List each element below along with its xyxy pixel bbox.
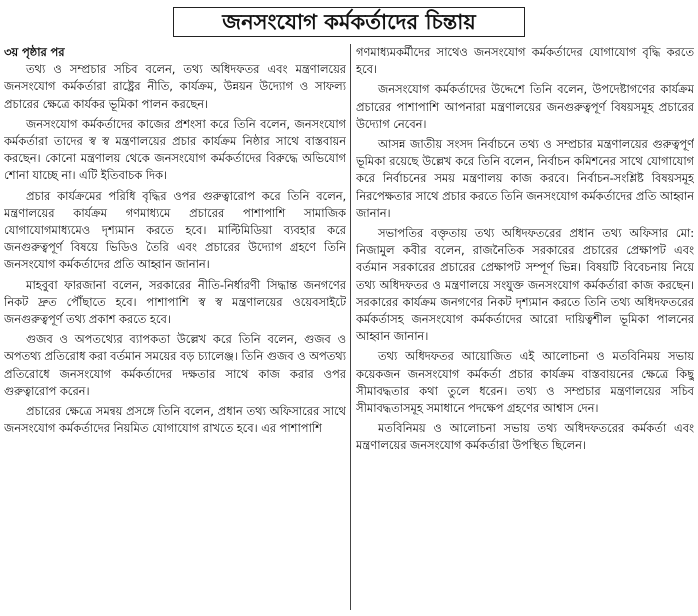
right-column: [356, 44, 694, 610]
article-paragraph: তথ্য ও সম্প্রচার সচিব বলেন, তথ্য অধিদফতর এবং মন্ত্রণালয়ের জনসংযোগ কর্মকর্তারা রাষ্ট্রের নীতি, কার্যক্রম, উন্নয়ন উদ্যোগ ও সাফল্য প্রচারের ক্ষেত্রে কার্যকর ভূমিকা পালন করছেন।: [4, 62, 346, 111]
article-paragraph: প্রচারের ক্ষেত্রে সমন্বয় প্রসঙ্গে তিনি বলেন, প্রধান তথ্য অফিসারের সাথে জনসংযোগ কর্মকর্তাদের নিয়মিত যোগাযোগ রাখতে হবে। এর পাশাপাশি: [4, 404, 346, 436]
column-divider: [350, 44, 351, 610]
article-paragraph: জনসংযোগ কর্মকর্তাদের কাজের প্রশংসা করে তিনি বলেন, জনসংযোগ কর্মকর্তারা তাদের স্ব স্ব মন্ত্রণালয়ের প্রচার কার্যক্রম নিষ্ঠার সাথে বাস্তবায়ন করছেন। কোনো মন্ত্রণালয় থেকে জনসংযোগ কর্মকর্তাদের বিরুদ্ধে অভিযোগ শোনা যাচ্ছে না। এটি ইতিবাচক দিক।: [4, 116, 346, 183]
article-paragraph: প্রচার কার্যক্রমের পরিধি বৃদ্ধির ওপর গুরুত্বারোপ করে তিনি বলেন, মন্ত্রণালয়ের কার্যক্রম গণমাধ্যমে প্রচারের পাশাপাশি সামাজিক যোগাযোগমাধ্যমেও দৃশ্যমান করতে হবে। মাল্টিমিডিয়া ব্যবহার করে জনগুরুত্বপূর্ণ বিষয়ে ভিডিও তৈরি এবং প্রচারের উদ্যোগ গ্রহণে তিনি জনসংযোগ কর্মকর্তাদের প্রতি আহ্বান জানান।: [4, 188, 346, 272]
article-paragraph: সভাপতির বক্তৃতায় তথ্য অধিদফতরের প্রধান তথ্য অফিসার মো: নিজামুল কবীর বলেন, রাজনৈতিক সরকারের প্রচারের প্রেক্ষাপট এবং বর্তমান সরকারের প্রচারের প্রেক্ষাপট সম্পূর্ণ ভিন্ন। বিষয়টি বিবেচনায় নিয়ে তথ্য অধিদফতর ও মন্ত্রণালয়ে সংযুক্ত জনসংযোগ কর্মকর্তারা কাজ করছেন। সরকারের কার্যক্রম জনগণের নিকট দৃশ্যমান করতে তিনি তথ্য অধিদফতরের কর্মকর্তাসহ জনসংযোগ কর্মকর্তাদের আরো দায়িত্বশীল ভূমিকা পালনের আহ্বান জানান।: [356, 226, 694, 344]
article-paragraph: গুজব ও অপতথ্যের ব্যাপকতা উল্লেখ করে তিনি বলেন, গুজব ও অপতথ্য প্রতিরোধ করা বর্তমান সময়ের বড় চ্যালেঞ্জ। তিনি গুজব ও অপতথ্য প্রতিরোধে জনসংযোগ কর্মকর্তাদের দক্ষতার সাথে কাজ করার ওপর গুরুত্বারোপ করেন।: [4, 332, 346, 398]
article-paragraph: মতবিনিময় ও আলোচনা সভায় তথ্য অধিদফতরের কর্মকর্তা এবং মন্ত্রণালয়ের জনসংযোগ কর্মকর্তারা উপস্থিত ছিলেন।: [356, 421, 694, 453]
article-paragraph: আসন্ন জাতীয় সংসদ নির্বাচনে তথ্য ও সম্প্রচার মন্ত্রণালয়ের গুরুত্বপূর্ণ ভূমিকা রয়েছে উল্লেখ করে তিনি বলেন, নির্বাচন কমিশনের সাথে যোগাযোগ করে নির্বাচনের সময় মন্ত্রণালয় কাজ করবে। নির্বাচন-সংশ্লিষ্ট বিষয়সমূহ নিরপেক্ষতার সাথে প্রচার করতে তিনি জনসংযোগ কর্মকর্তাদের প্রতি আহ্বান জানান।: [356, 137, 694, 220]
article-paragraph: জনসংযোগ কর্মকর্তাদের উদ্দেশে তিনি বলেন, উপদেষ্টাগণের কার্যক্রম প্রচারের পাশাপাশি আপনারা মন্ত্রণালয়ের জনগুরুত্বপূর্ণ বিষয়সমূহ প্রচারের উদ্যোগ নেবেন।: [356, 82, 694, 131]
article-paragraph: তথ্য অধিদফতর আয়োজিত এই আলোচনা ও মতবিনিময় সভায় কয়েকজন জনসংযোগ কর্মকর্তা প্রচার কার্যক্রম বাস্তবায়নের ক্ষেত্রে কিছু সীমাবদ্ধতার কথা তুলে ধরেন। তথ্য ও সম্প্রচার মন্ত্রণালয়ের সচিব সীমাবদ্ধতাসমূহ সমাধানে পদক্ষেপ গ্রহণের আশ্বাস দেন।: [356, 349, 694, 416]
left-column: [4, 44, 346, 610]
headline: জনসংযোগ কর্মকর্তাদের চিন্তায়: [173, 7, 525, 37]
article-paragraph: গণমাধ্যমকর্মীদের সাথেও জনসংযোগ কর্মকর্তাদের যোগাযোগ বৃদ্ধি করতে হবে।: [356, 45, 694, 77]
continued-from-label: ৩য় পৃষ্ঠার পর: [4, 45, 65, 59]
article-paragraph: মাহবুবা ফারজানা বলেন, সরকারের নীতি-নির্ধারণী সিদ্ধান্ত জনগণের নিকট দ্রুত পৌঁছাতে হবে। পাশাপাশি স্ব স্ব মন্ত্রণালয়ের ওয়েবসাইটে জনগুরুত্বপূর্ণ তথ্য প্রকাশ করতে হবে।: [4, 277, 346, 327]
